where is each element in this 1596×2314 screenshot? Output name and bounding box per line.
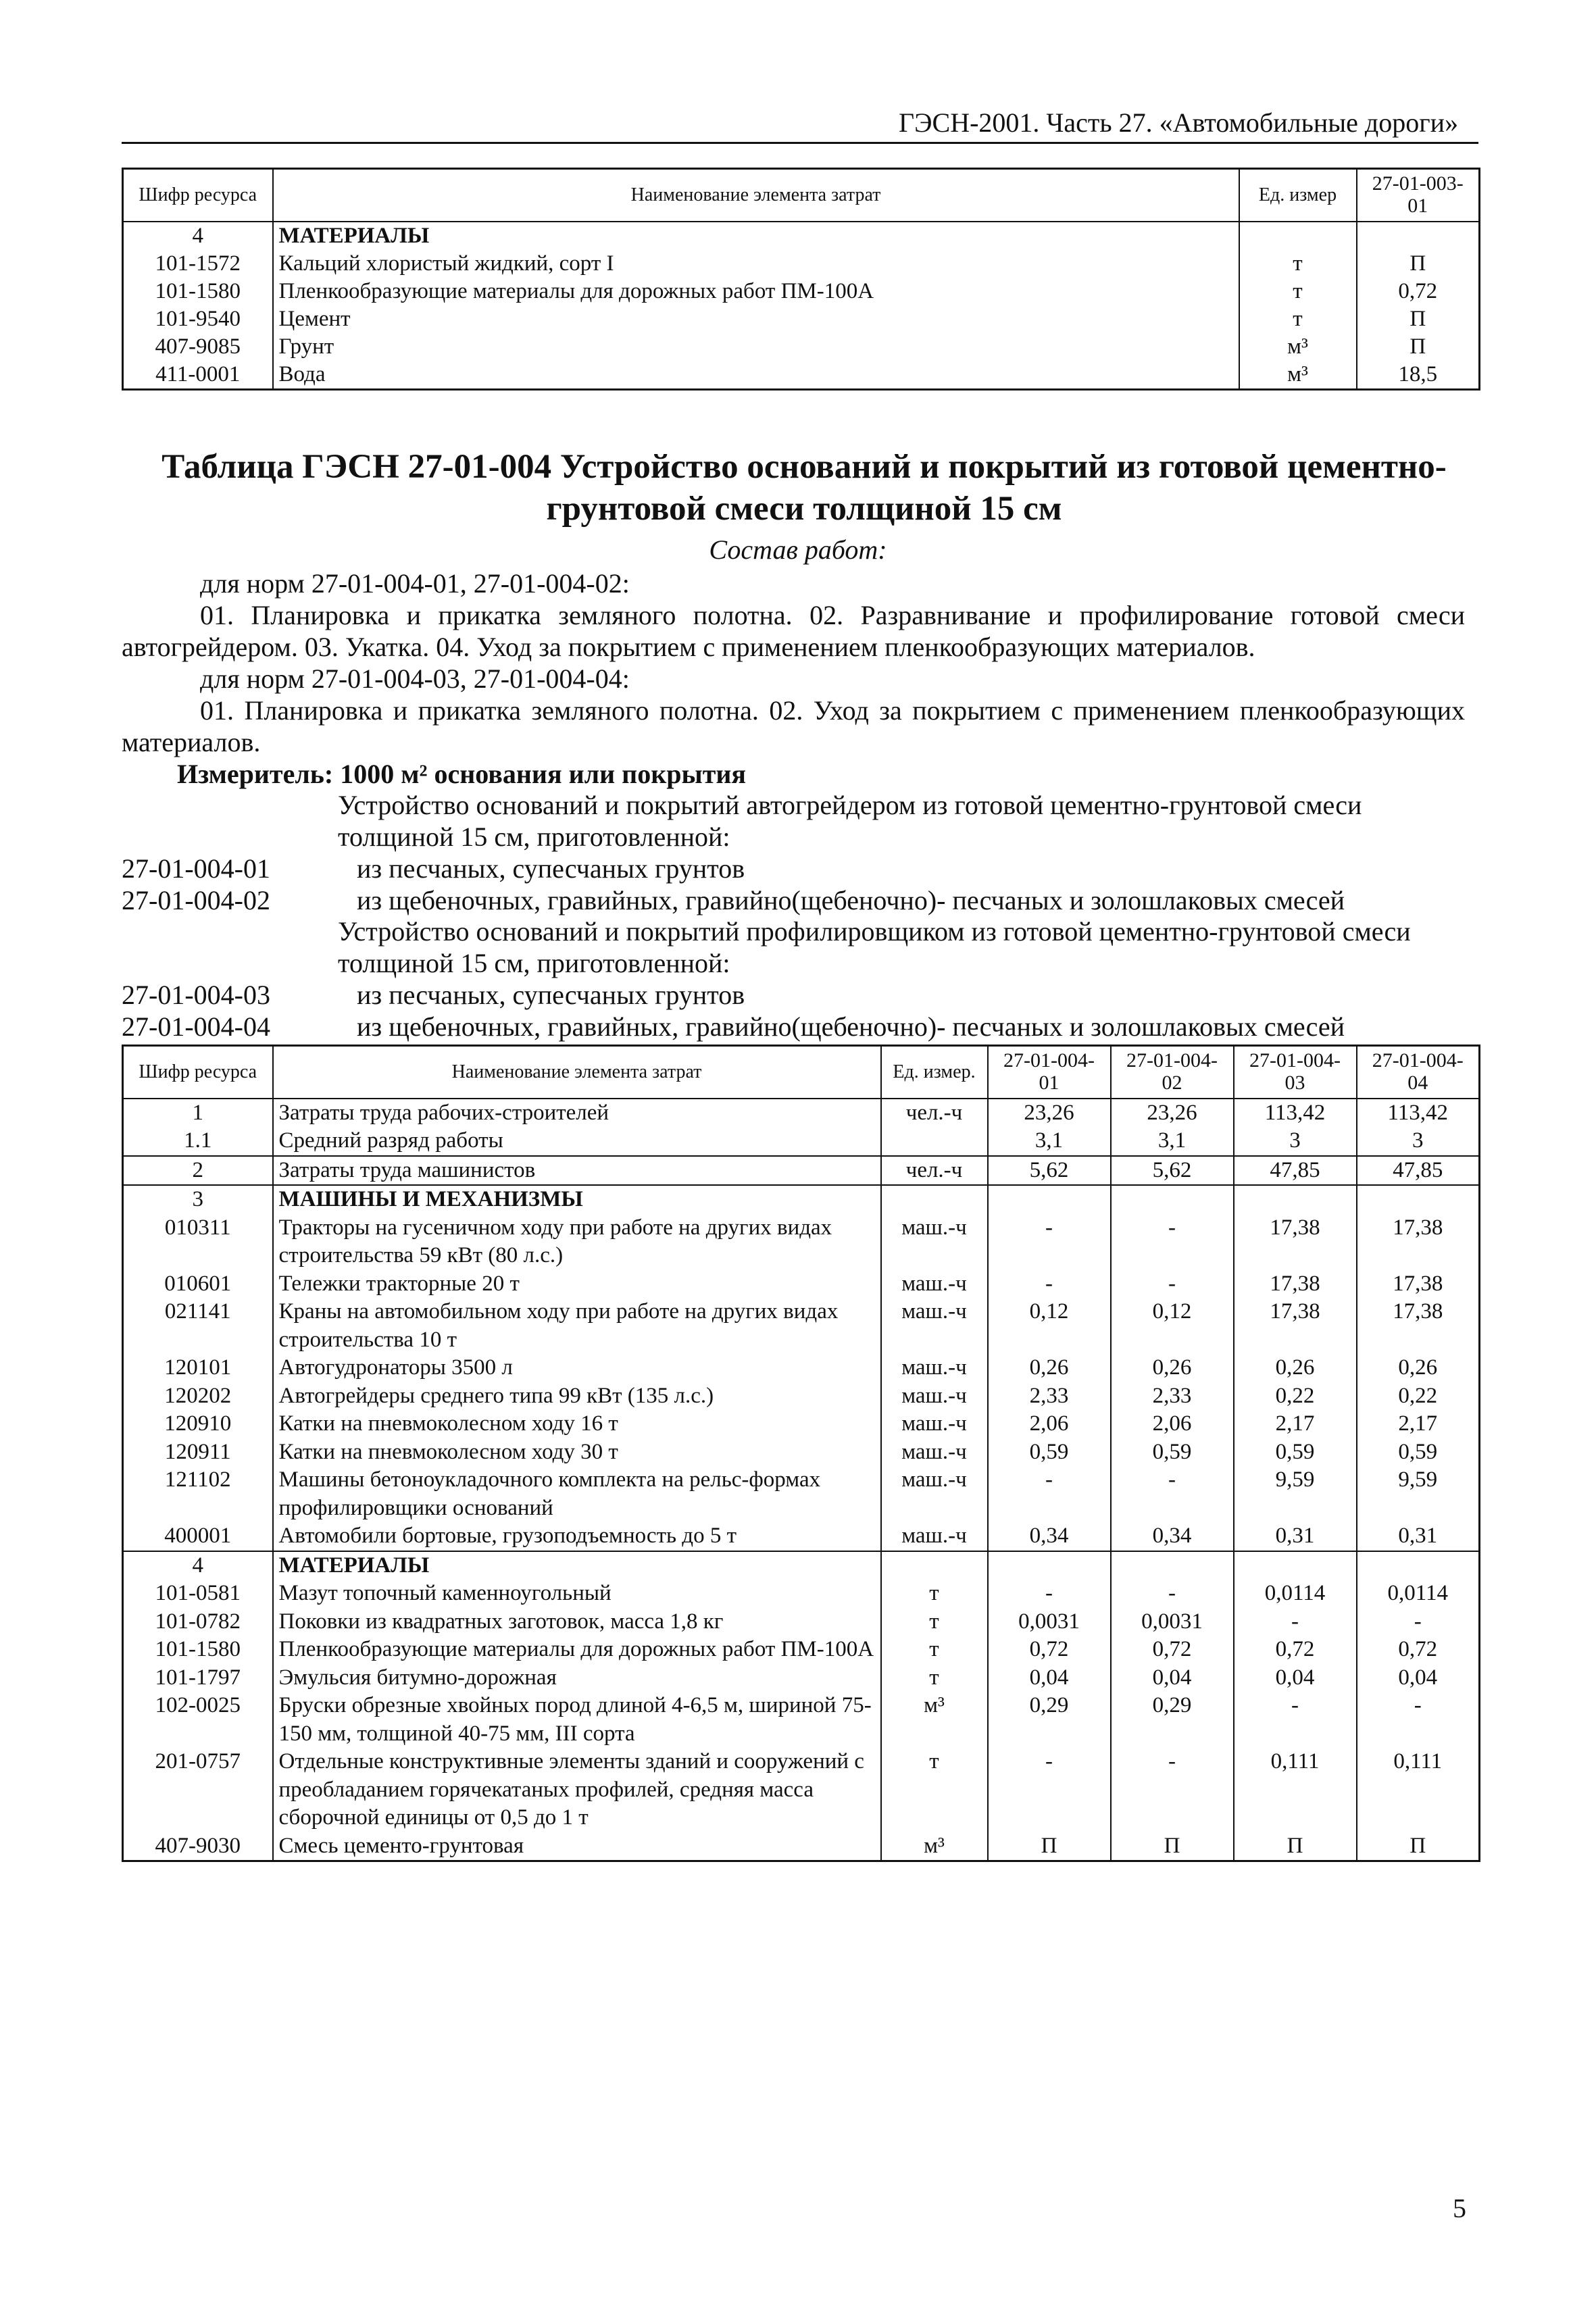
norm-value-03: 17,38 [1234,1214,1357,1270]
norm-value-01: 5,62 [988,1156,1111,1186]
empty-cell [1234,1551,1357,1580]
table-row [123,1438,1480,1467]
resource-name: Краны на автомобильном ходу при работе на других видах строительства 10 т [273,1298,881,1354]
empty-cell [1111,1185,1234,1214]
norm-value-02: П [1111,1832,1234,1861]
norm-value-04: 0,72 [1357,1636,1480,1664]
variant-code: 27-01-004-04 [122,1011,270,1042]
norm-value-01: 0,12 [988,1298,1111,1354]
table-row [123,250,1480,278]
resource-unit: м³ [881,1832,988,1861]
col-header-unit: Ед. измер [1239,169,1357,222]
resource-code: 102-0025 [123,1692,273,1748]
norm-value-03: 0,31 [1234,1522,1357,1551]
table-row [123,1636,1480,1664]
resource-name: Тракторы на гусеничном ходу при работе на других видах строительства 59 кВт (80 л.с.) [273,1214,881,1270]
resource-name: Смесь цементо-грунтовая [273,1832,881,1861]
col-header-name: Наименование элемента затрат [273,1046,881,1099]
resource-code: 2 [123,1156,273,1186]
resource-code: 120911 [123,1438,273,1467]
norm-value-04: П [1357,1832,1480,1861]
resource-code: 120910 [123,1410,273,1438]
norm-value-04: 17,38 [1357,1214,1480,1270]
resource-name: Мазут топочный каменноугольный [273,1580,881,1608]
section-name: МАШИНЫ И МЕХАНИЗМЫ [273,1185,881,1214]
resource-code: 1 [123,1099,273,1128]
norm-value-01: 23,26 [988,1099,1111,1128]
page-number: 5 [1453,2193,1466,2223]
variant-text: из песчаных, супесчаных грунтов [357,980,745,1010]
variant-code: 27-01-004-03 [122,980,270,1010]
norms2-label: для норм 27-01-004-03, 27-01-004-04: [200,663,630,694]
norm-value-03: 3 [1234,1127,1357,1156]
norm-value-03: 9,59 [1234,1466,1357,1522]
table-row [123,1466,1480,1522]
norm-value-02: 0,0031 [1111,1608,1234,1636]
norm-value-01: - [988,1748,1111,1832]
variant-text: из щебеночных, гравийных, гравийно(щебеночно)- песчаных и золошлаковых смесей [357,1011,1345,1042]
resource-unit: т [1239,278,1357,305]
norm-value-01: - [988,1214,1111,1270]
resource-name: Грунт [273,333,1239,361]
table-row [123,1156,1480,1186]
col-header-norm: 27-01-003-01 [1357,169,1480,222]
norms1-label: для норм 27-01-004-01, 27-01-004-02: [200,568,630,599]
norm-value-02: 0,29 [1111,1692,1234,1748]
norm-value-01: - [988,1270,1111,1299]
table-row [123,1127,1480,1156]
table-row [123,278,1480,305]
table-row [123,1354,1480,1382]
resource-unit: т [881,1636,988,1664]
norm-value: 18,5 [1357,361,1480,390]
norm-value-02: 0,04 [1111,1664,1234,1692]
empty-cell [1111,1551,1234,1580]
norm-value-03: П [1234,1832,1357,1861]
resource-name: Катки на пневмоколесном ходу 16 т [273,1410,881,1438]
empty-cell [881,1551,988,1580]
resource-code: 101-9540 [123,305,273,333]
norm-value-03: 47,85 [1234,1156,1357,1186]
norm-value-04: 0,22 [1357,1382,1480,1411]
norm-value-02: - [1111,1214,1234,1270]
resource-name: Затраты труда рабочих-строителей [273,1099,881,1128]
section-code: 4 [123,1551,273,1580]
norm-value-01: 0,26 [988,1354,1111,1382]
table-row [123,1664,1480,1692]
norm-value-04: 0,59 [1357,1438,1480,1467]
norm-value-02: 23,26 [1111,1099,1234,1128]
work-composition-heading: Состав работ: [709,534,887,565]
resource-unit [881,1127,988,1156]
norm-value-03: 0,59 [1234,1438,1357,1467]
resource-unit: т [1239,305,1357,333]
resource-code: 101-1580 [123,278,273,305]
table-row [123,1608,1480,1636]
norm-value-01: 0,34 [988,1522,1111,1551]
norm-value-02: 0,59 [1111,1438,1234,1467]
empty-cell [1357,1185,1480,1214]
norm-value-04: 9,59 [1357,1466,1480,1522]
resource-code: 101-0581 [123,1580,273,1608]
section-code: 4 [123,222,273,250]
resource-code: 407-9085 [123,333,273,361]
resource-unit: т [881,1580,988,1608]
norm-value-01: - [988,1466,1111,1522]
table-row [123,333,1480,361]
table-title: Таблица ГЭСН 27-01-004 Устройство оснований и покрытий из готовой цементно-грунтовой смеси толщиной 15 см [161,448,1447,528]
resource-name: Поковки из квадратных заготовок, масса 1,8 кг [273,1608,881,1636]
resource-code: 1.1 [123,1127,273,1156]
section-name: МАТЕРИАЛЫ [273,222,1239,250]
col-header-code: Шифр ресурса [123,1046,273,1099]
norm-value-03: - [1234,1608,1357,1636]
table-row [123,1270,1480,1299]
resource-unit: маш.-ч [881,1214,988,1270]
empty-cell [1357,222,1480,250]
table-row [123,305,1480,333]
resource-name: Бруски обрезные хвойных пород длиной 4-6,5 м, шириной 75-150 мм, толщиной 40-75 мм, III сорта [273,1692,881,1748]
col-header-norm-04: 27-01-004-04 [1357,1046,1480,1099]
variant-group1-heading: Устройство оснований и покрытий автогрейдером из готовой цементно-грунтовой смеси толщиной 15 см, приготовленной: [338,790,1362,852]
resource-name: Пленкообразующие материалы для дорожных работ ПМ-100А [273,278,1239,305]
table-row [123,1832,1480,1861]
resource-code: 101-0782 [123,1608,273,1636]
resource-unit: т [1239,250,1357,278]
norm-value-03: - [1234,1692,1357,1748]
resource-unit: м³ [1239,333,1357,361]
resource-name: Затраты труда машинистов [273,1156,881,1186]
section-code: 3 [123,1185,273,1214]
empty-cell [1357,1551,1480,1580]
col-header-norm-01: 27-01-004-01 [988,1046,1111,1099]
resource-unit: чел.-ч [881,1156,988,1186]
table-row [123,1410,1480,1438]
resource-code: 101-1797 [123,1664,273,1692]
resource-code: 201-0757 [123,1748,273,1832]
norm-value-04: 0,31 [1357,1522,1480,1551]
resource-code: 120101 [123,1354,273,1382]
resource-code: 101-1580 [123,1636,273,1664]
norm-value-03: 2,17 [1234,1410,1357,1438]
norm-value-02: - [1111,1580,1234,1608]
norm-value-03: 0,22 [1234,1382,1357,1411]
resource-unit: маш.-ч [881,1438,988,1467]
norm-value-01: - [988,1580,1111,1608]
resource-name: Катки на пневмоколесном ходу 30 т [273,1438,881,1467]
norm-value-02: 0,34 [1111,1522,1234,1551]
resources-table-27-01-004 [122,1045,1480,1862]
norm-value: П [1357,333,1480,361]
col-header-norm-02: 27-01-004-02 [1111,1046,1234,1099]
norm-value-02: - [1111,1748,1234,1832]
variant-text: из щебеночных, гравийных, гравийно(щебеночно)- песчаных и золошлаковых смесей [357,885,1345,915]
empty-cell [1239,222,1357,250]
norm-value: 0,72 [1357,278,1480,305]
resource-unit: маш.-ч [881,1382,988,1411]
resource-code: 101-1572 [123,250,273,278]
norm-value-02: - [1111,1466,1234,1522]
table-row [123,1298,1480,1354]
resource-unit: чел.-ч [881,1099,988,1128]
running-header: ГЭСН-2001. Часть 27. «Автомобильные дороги» [899,107,1459,138]
resource-code: 021141 [123,1298,273,1354]
norm-value-03: 0,0114 [1234,1580,1357,1608]
norm-value-01: 0,0031 [988,1608,1111,1636]
table-row [123,1522,1480,1551]
resource-name: Кальций хлористый жидкий, сорт I [273,250,1239,278]
resource-code: 121102 [123,1466,273,1522]
resource-name: Пленкообразующие материалы для дорожных работ ПМ-100А [273,1636,881,1664]
col-header-unit: Ед. измер. [881,1046,988,1099]
norm-value-01: 0,59 [988,1438,1111,1467]
norms2-text: 01. Планировка и прикатка земляного полотна. 02. Уход за покрытием с применением пленкообразующих материалов. [122,695,1465,757]
resource-unit: т [881,1664,988,1692]
col-header-code: Шифр ресурса [123,169,273,222]
resource-code: 411-0001 [123,361,273,390]
resource-name: Средний разряд работы [273,1127,881,1156]
empty-cell [988,1185,1111,1214]
norm-value-02: - [1111,1270,1234,1299]
norm-value-03: 0,26 [1234,1354,1357,1382]
norm-value-04: 113,42 [1357,1099,1480,1128]
norm-value-01: 0,04 [988,1664,1111,1692]
norm-value-03: 17,38 [1234,1270,1357,1299]
norm-value-04: 17,38 [1357,1298,1480,1354]
norm-value-01: 3,1 [988,1127,1111,1156]
norm-value-03: 113,42 [1234,1099,1357,1128]
table1-body [123,222,1480,390]
resource-name: Автогрейдеры среднего типа 99 кВт (135 л.с.) [273,1382,881,1411]
resource-unit: маш.-ч [881,1354,988,1382]
resource-unit: маш.-ч [881,1298,988,1354]
resource-code: 120202 [123,1382,273,1411]
resource-unit: т [881,1608,988,1636]
resource-name: Вода [273,361,1239,390]
table-row [123,1748,1480,1832]
resource-name: Машины бетоноукладочного комплекта на рельс-формах профилировщики оснований [273,1466,881,1522]
resource-name: Отдельные конструктивные элементы зданий и сооружений с преобладанием горячекатаных профилей, средняя масса сборочной единицы от 0,5 до 1 т [273,1748,881,1832]
table-row [123,1214,1480,1270]
resource-name: Автогудронаторы 3500 л [273,1354,881,1382]
resource-code: 010601 [123,1270,273,1299]
resource-unit: м³ [1239,361,1357,390]
norm-value-04: 17,38 [1357,1270,1480,1299]
norm-value-01: 2,06 [988,1410,1111,1438]
table2-body [123,1099,1480,1861]
norm-value: П [1357,250,1480,278]
norm-value-02: 0,72 [1111,1636,1234,1664]
norm-value-04: - [1357,1692,1480,1748]
table-row [123,1692,1480,1748]
header-rule [122,142,1478,144]
norm-value-04: 0,0114 [1357,1580,1480,1608]
resource-code: 407-9030 [123,1832,273,1861]
table-row [123,1382,1480,1411]
resource-name: Тележки тракторные 20 т [273,1270,881,1299]
col-header-norm-03: 27-01-004-03 [1234,1046,1357,1099]
resource-unit: м³ [881,1692,988,1748]
resource-name: Цемент [273,305,1239,333]
norm-value-03: 0,04 [1234,1664,1357,1692]
empty-cell [1234,1185,1357,1214]
variant-code: 27-01-004-01 [122,853,270,884]
norm-value-01: П [988,1832,1111,1861]
resource-code: 010311 [123,1214,273,1270]
norm-value-02: 2,33 [1111,1382,1234,1411]
empty-cell [988,1551,1111,1580]
norm-value-04: 3 [1357,1127,1480,1156]
norm-value-01: 0,72 [988,1636,1111,1664]
section-row [123,222,1480,250]
norm-value-04: 0,04 [1357,1664,1480,1692]
norm-value-02: 0,26 [1111,1354,1234,1382]
variant-text: из песчаных, супесчаных грунтов [357,853,745,884]
materials-table-27-01-003 [122,168,1480,391]
resource-unit: маш.-ч [881,1466,988,1522]
norm-value-04: 0,26 [1357,1354,1480,1382]
resource-code: 400001 [123,1522,273,1551]
norms1-text: 01. Планировка и прикатка земляного полотна. 02. Разравнивание и профилирование готовой смеси автогрейдером. 03. Укатка. 04. Уход за покрытием с применением пленкообразующих материалов. [122,600,1465,662]
norm-value-03: 0,72 [1234,1636,1357,1664]
section-row [123,1185,1480,1214]
section-row [123,1551,1480,1580]
resource-name: Автомобили бортовые, грузоподъемность до 5 т [273,1522,881,1551]
variant-code: 27-01-004-02 [122,885,270,915]
norm-value-02: 5,62 [1111,1156,1234,1186]
norm-value-02: 2,06 [1111,1410,1234,1438]
norm-value: П [1357,305,1480,333]
norm-value-03: 17,38 [1234,1298,1357,1354]
resource-unit: маш.-ч [881,1410,988,1438]
resource-unit: маш.-ч [881,1270,988,1299]
resource-unit: т [881,1748,988,1832]
norm-value-04: - [1357,1608,1480,1636]
col-header-name: Наименование элемента затрат [273,169,1239,222]
norm-value-04: 47,85 [1357,1156,1480,1186]
resource-unit: маш.-ч [881,1522,988,1551]
table-row [123,361,1480,390]
table-row [123,1580,1480,1608]
norm-value-01: 2,33 [988,1382,1111,1411]
meter: Измеритель: 1000 м² основания или покрытия [177,759,747,789]
table-row [123,1099,1480,1128]
resource-name: Эмульсия битумно-дорожная [273,1664,881,1692]
norm-value-02: 0,12 [1111,1298,1234,1354]
norm-value-04: 2,17 [1357,1410,1480,1438]
norm-value-03: 0,111 [1234,1748,1357,1832]
norm-value-04: 0,111 [1357,1748,1480,1832]
norm-value-01: 0,29 [988,1692,1111,1748]
section-name: МАТЕРИАЛЫ [273,1551,881,1580]
variant-group2-heading: Устройство оснований и покрытий профилировщиком из готовой цементно-грунтовой смеси толщиной 15 см, приготовленной: [338,916,1411,978]
empty-cell [881,1185,988,1214]
norm-value-02: 3,1 [1111,1127,1234,1156]
